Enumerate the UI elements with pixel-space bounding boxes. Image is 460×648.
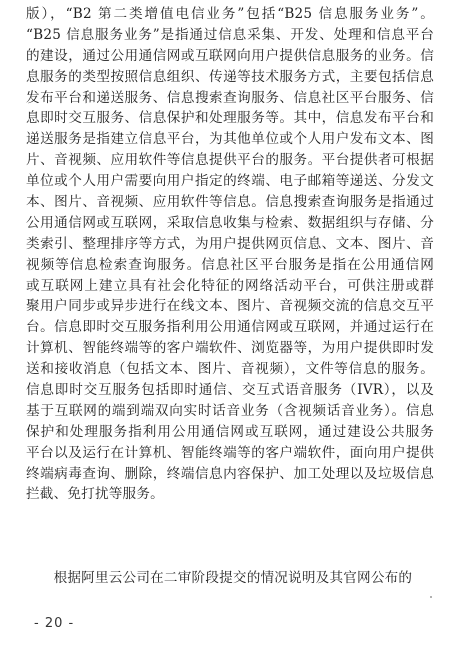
text-line: 信息即时交互服务包括即时通信、交互式语音服务（IVR），以及 xyxy=(26,382,434,399)
text-line: 送和接收消息（包括文本、图片、音视频），文件等信息的服务。 xyxy=(26,361,434,378)
text-line: 台。信息即时交互服务指利用公用通信网或互联网，并通过运行在 xyxy=(26,319,434,336)
text-line: 版），“B2 第二类增值电信业务”包括“B25 信息服务业务”。 xyxy=(26,6,434,22)
text-line: 的建设，通过公用通信网或互联网向用户提供信息服务的业务。信 xyxy=(26,47,434,64)
text-line: 递送服务是指建立信息平台，为其他单位或个人用户发布文本、图 xyxy=(26,131,434,148)
text-line: 息即时交互服务、信息保护和处理服务等。其中，信息发布平台和 xyxy=(26,110,434,127)
body-paragraph-1 xyxy=(26,4,434,505)
text-line: 终端病毒查询、删除，终端信息内容保护、加工处理以及垃圾信息 xyxy=(26,465,434,482)
body-paragraph-2 xyxy=(26,568,434,589)
text-line: 类索引、整理排序等方式，为用户提供网页信息、文本、图片、音 xyxy=(26,235,434,252)
text-line: 公用通信网或互联网，采取信息收集与检索、数据组织与存储、分 xyxy=(26,214,434,231)
scan-speck xyxy=(430,596,432,598)
text-line: “B25 信息服务业务”是指通过信息采集、开发、处理和信息平台 xyxy=(26,26,434,43)
text-line: 拦截、免打扰等服务。 xyxy=(26,486,164,503)
text-line: 视频等信息检索查询服务。信息社区平台服务是指在公用通信网 xyxy=(26,256,434,273)
text-line: 片、音视频、应用软件等信息提供平台的服务。平台提供者可根据 xyxy=(26,152,434,169)
text-line: 根据阿里云公司在二审阶段提交的情况说明及其官网公布的 xyxy=(26,570,413,586)
text-line: 单位或个人用户需要向用户指定的终端、电子邮箱等递送、分发文 xyxy=(26,173,434,190)
text-line: 息服务的类型按照信息组织、传递等技术服务方式，主要包括信息 xyxy=(26,68,434,85)
text-line: 发布平台和递送服务、信息搜索查询服务、信息社区平台服务、信 xyxy=(26,89,434,106)
text-line: 本、图片、音视频、应用软件等信息。信息搜索查询服务是指通过 xyxy=(26,194,434,211)
text-line: 聚用户同步或异步进行在线文本、图片、音视频交流的信息交互平 xyxy=(26,298,434,315)
text-line: 保护和处理服务指利用公用通信网或互联网，通过建设公共服务 xyxy=(26,423,434,440)
text-line: 或互联网上建立具有社会化特征的网络活动平台，可供注册或群 xyxy=(26,277,434,294)
text-line: 基于互联网的端到端双向实时话音业务（含视频话音业务）。信息 xyxy=(26,402,434,419)
page-number: - 20 - xyxy=(34,616,75,631)
text-line: 平台以及运行在计算机、智能终端等的客户端软件，面向用户提供 xyxy=(26,444,434,461)
text-line: 计算机、智能终端等的客户端软件、浏览器等，为用户提供即时发 xyxy=(26,340,434,357)
